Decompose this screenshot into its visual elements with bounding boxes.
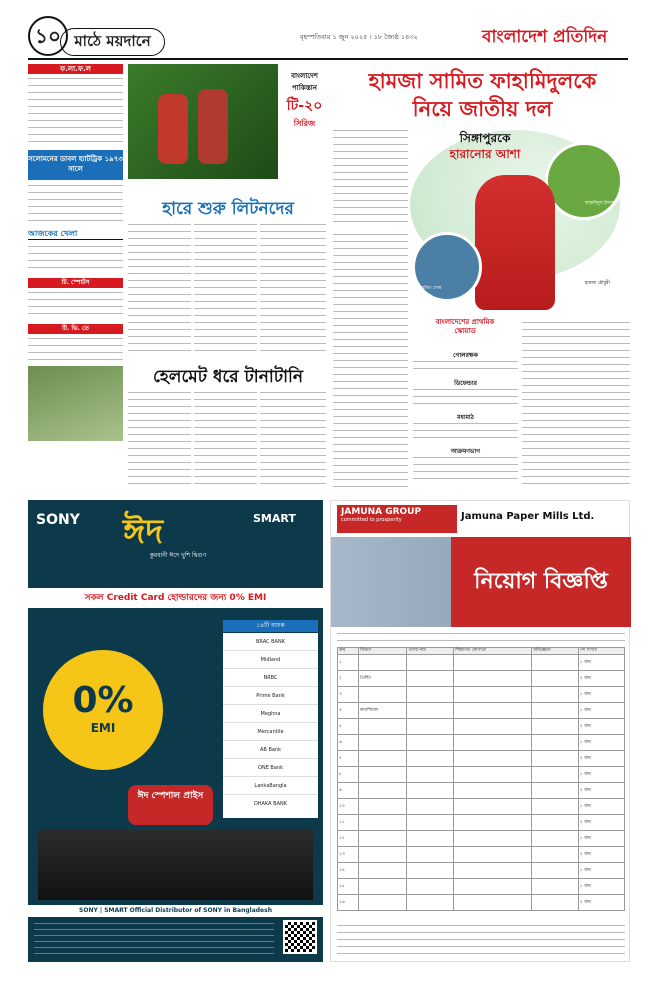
table-cell xyxy=(407,719,454,735)
table-cell xyxy=(407,815,454,831)
table-cell xyxy=(407,703,454,719)
table-cell: ১৪ xyxy=(338,863,359,879)
table-cell xyxy=(359,895,407,911)
table-header: অভিজ্ঞতা xyxy=(532,648,579,655)
table-cell xyxy=(359,831,407,847)
player-figure xyxy=(198,89,228,164)
table-cell: ৬ xyxy=(338,735,359,751)
table-cell xyxy=(532,719,579,735)
bank-logo: Mercantile xyxy=(223,723,318,741)
player-figure xyxy=(475,175,555,310)
table-row xyxy=(338,895,625,911)
cricket-photo xyxy=(28,366,123,441)
table-cell xyxy=(532,751,579,767)
table-row xyxy=(338,655,625,671)
table-row xyxy=(338,863,625,879)
table-cell xyxy=(532,895,579,911)
table-cell xyxy=(532,655,579,671)
table-cell: ২ xyxy=(338,671,359,687)
squad-fwd: আক্রমণভাগ xyxy=(450,448,481,455)
squad-list xyxy=(413,455,518,485)
bank-logo: DHAKA BANK xyxy=(253,801,288,807)
table-row xyxy=(338,767,625,783)
article-column xyxy=(260,390,326,490)
table-header: ক্রম xyxy=(338,648,359,655)
bank-logo: LankaBangla xyxy=(223,777,318,795)
table-row xyxy=(338,831,625,847)
table-cell: প্রিন্টিং xyxy=(359,671,407,687)
table-cell xyxy=(454,767,532,783)
bank-logo: BRAC BANK xyxy=(223,633,318,651)
table-cell xyxy=(407,799,454,815)
emi-badge xyxy=(43,650,163,770)
litton-headline: হারে শুরু লিটনদের xyxy=(162,199,294,219)
qr-code xyxy=(283,920,317,954)
main-article-column xyxy=(333,128,408,228)
table-cell xyxy=(359,751,407,767)
player-figure xyxy=(158,94,188,164)
table-cell: ৩ xyxy=(338,687,359,703)
table-cell: ১৫ xyxy=(338,879,359,895)
table-cell: ২ জন xyxy=(578,783,624,799)
squad-def: ডিফেন্ডার xyxy=(454,380,477,387)
table-cell xyxy=(532,799,579,815)
sony-logo: SONY xyxy=(36,512,80,528)
table-cell xyxy=(532,879,579,895)
table-cell xyxy=(407,735,454,751)
sony-advert xyxy=(28,500,323,962)
squad-list xyxy=(413,359,518,375)
table-cell: ৫ xyxy=(338,719,359,735)
sports-title: টি. স্পোর্টস xyxy=(28,278,123,288)
table-header: বিভাগ xyxy=(359,648,407,655)
table-header: পদ সংখ্যা xyxy=(578,648,624,655)
table-cell xyxy=(532,671,579,687)
table-cell: ৯ xyxy=(338,783,359,799)
photo-caption xyxy=(128,183,328,191)
sports-text xyxy=(28,290,123,320)
table-row xyxy=(338,783,625,799)
table-cell: ১ জন xyxy=(578,735,624,751)
table-cell: ১৩ xyxy=(338,847,359,863)
table-row xyxy=(338,815,625,831)
table-cell xyxy=(532,831,579,847)
today-text xyxy=(28,244,123,274)
table-cell xyxy=(454,863,532,879)
notice-intro xyxy=(337,631,625,645)
bank-logo: AB Bank xyxy=(223,741,318,759)
series-label: বাংলাদেশ xyxy=(291,72,318,80)
table-cell xyxy=(532,847,579,863)
emi-label: EMI xyxy=(90,721,116,735)
eid-special-badge: ঈদ স্পেশাল প্রাইস xyxy=(128,785,213,825)
main-article-column xyxy=(333,232,408,487)
table-cell: ২ জন xyxy=(578,671,624,687)
today-title: আজকের খেলা xyxy=(28,228,123,240)
article-column xyxy=(194,390,257,490)
player-portrait xyxy=(545,142,623,220)
table-cell xyxy=(532,815,579,831)
table-cell xyxy=(359,735,407,751)
article-column xyxy=(194,222,257,357)
table-cell xyxy=(407,655,454,671)
eid-subtitle: কুরবানী ঈদে খুশি দ্বিগুণ xyxy=(149,552,207,559)
table-cell xyxy=(532,735,579,751)
notice-footer xyxy=(337,923,625,959)
table-cell xyxy=(359,719,407,735)
table-cell xyxy=(454,815,532,831)
table-cell xyxy=(454,831,532,847)
table-row xyxy=(338,799,625,815)
table-cell: ৮ xyxy=(338,767,359,783)
series-label: পাকিস্তান xyxy=(292,84,317,92)
table-row xyxy=(338,719,625,735)
article-column xyxy=(128,222,191,357)
tv-text xyxy=(28,336,123,360)
article-column xyxy=(260,222,326,357)
table-cell xyxy=(359,847,407,863)
squad-title: বাংলাদেশের প্রাথমিক স্কোয়াড xyxy=(435,318,495,335)
table-cell: ১ জন xyxy=(578,687,624,703)
table-cell xyxy=(532,767,579,783)
fact-text xyxy=(28,76,123,146)
table-cell: ১২ xyxy=(338,831,359,847)
table-cell xyxy=(532,863,579,879)
banks-title: ১৪টি ব্যাংক xyxy=(223,620,318,632)
table-cell: ৭ xyxy=(338,751,359,767)
table-cell xyxy=(359,799,407,815)
table-cell xyxy=(407,895,454,911)
table-cell xyxy=(407,751,454,767)
table-cell xyxy=(454,895,532,911)
issue-date: বৃহস্পতিবার ১ জুন ২০২৫ । ১৮ জ্যৈষ্ঠ ১৪৩২ xyxy=(300,33,418,41)
smart-logo: SMART xyxy=(253,512,296,525)
table-cell xyxy=(359,879,407,895)
singapore-line1: সিঙ্গাপুরকে xyxy=(459,131,511,145)
series-badge xyxy=(282,70,327,180)
table-row xyxy=(338,671,625,687)
table-cell: ১ জন xyxy=(578,655,624,671)
emi-value: 0% xyxy=(72,680,134,721)
table-row xyxy=(338,735,625,751)
fact-title: ফ.লা.ফ.ল xyxy=(28,64,123,74)
table-header: পদের নাম xyxy=(407,648,454,655)
table-cell xyxy=(454,799,532,815)
squad-mid: মধ্যমাঠ xyxy=(457,414,474,421)
main-headline-line1: হামজা সামিত ফাহামিদুলকে xyxy=(368,69,597,93)
bank-logo: NRBC xyxy=(223,669,318,687)
table-cell xyxy=(407,879,454,895)
table-cell xyxy=(407,863,454,879)
squad-list xyxy=(413,387,518,409)
table-cell xyxy=(454,783,532,799)
table-cell xyxy=(454,847,532,863)
table-cell xyxy=(454,879,532,895)
main-article-column xyxy=(522,320,630,488)
team-photo xyxy=(128,64,278,179)
jamuna-group: JAMUNA GROUP xyxy=(341,507,422,517)
tv-title: টি. ভি. তে xyxy=(28,324,123,334)
bank-logo: Prime Bank xyxy=(223,687,318,705)
table-cell xyxy=(454,671,532,687)
table-cell: কমার্শিয়াল xyxy=(359,703,407,719)
vacancy-table xyxy=(337,647,625,911)
table-cell xyxy=(359,687,407,703)
section-name: মাঠে ময়দানে xyxy=(60,28,165,56)
table-cell xyxy=(407,767,454,783)
table-header: শিক্ষাগত যোগ্যতা xyxy=(454,648,532,655)
table-cell: ২ জন xyxy=(578,847,624,863)
table-cell xyxy=(454,655,532,671)
table-cell xyxy=(359,767,407,783)
showroom-list xyxy=(34,920,274,958)
table-cell: ১ জন xyxy=(578,767,624,783)
table-cell xyxy=(532,783,579,799)
eid-title: ঈদ xyxy=(123,512,164,552)
distributor-line: SONY | SMART Official Distributor of SONY in Bangladesh xyxy=(28,905,323,917)
series-label: সিরিজ xyxy=(293,119,316,128)
table-cell xyxy=(407,847,454,863)
bank-logo: Meghna xyxy=(223,705,318,723)
helmet-headline: হেলমেট ধরে টানাটানি xyxy=(152,367,304,387)
jamuna-tagline: committed to prosperity xyxy=(341,517,402,523)
table-cell xyxy=(454,735,532,751)
photo-caption xyxy=(28,442,123,454)
table-cell: ১ xyxy=(338,655,359,671)
table-cell xyxy=(532,687,579,703)
table-cell: ১ জন xyxy=(578,879,624,895)
table-row xyxy=(338,847,625,863)
table-cell xyxy=(359,863,407,879)
table-cell: ১ জন xyxy=(578,863,624,879)
table-cell xyxy=(454,687,532,703)
record-headline: সলোমনের ডাবল হ্যাটট্রিক ১৯৭৩ সালে xyxy=(28,150,123,180)
table-row xyxy=(338,687,625,703)
table-cell xyxy=(407,671,454,687)
table-cell: ১ জন xyxy=(578,703,624,719)
player-caption: সামিত সোম xyxy=(420,286,442,291)
header-divider xyxy=(28,58,628,60)
table-cell: ১১ xyxy=(338,815,359,831)
table-cell xyxy=(359,815,407,831)
bank-logo: ONE Bank xyxy=(223,759,318,777)
bank-list xyxy=(223,633,318,818)
main-headline-line2: নিয়ে জাতীয় দল xyxy=(412,97,553,121)
table-cell xyxy=(407,831,454,847)
table-cell xyxy=(454,719,532,735)
bank-logo: Midland xyxy=(223,651,318,669)
table-cell xyxy=(454,703,532,719)
table-cell: ১ জন xyxy=(578,799,624,815)
table-cell xyxy=(359,655,407,671)
page-number: ১০ xyxy=(28,16,68,56)
credit-card-banner: সকল Credit Card হোল্ডারদের জন্য 0% EMI xyxy=(28,588,323,608)
series-label: টি-২০ xyxy=(286,98,323,114)
company-name: Jamuna Paper Mills Ltd. xyxy=(461,511,595,522)
table-cell: ২ জন xyxy=(578,815,624,831)
singapore-line2: হারানোর আশা xyxy=(449,147,521,161)
squad-gk: গোলরক্ষক xyxy=(453,352,478,359)
table-cell xyxy=(407,687,454,703)
masthead-logo: বাংলাদেশ প্রতিদিন xyxy=(482,27,608,47)
table-cell xyxy=(532,703,579,719)
table-row xyxy=(338,703,625,719)
table-cell: ২ জন xyxy=(578,719,624,735)
jamuna-logo xyxy=(337,505,457,533)
squad-list xyxy=(413,421,518,443)
article-column xyxy=(128,390,191,490)
table-cell xyxy=(359,783,407,799)
recruitment-notice-title: নিয়োগ বিজ্ঞপ্তি xyxy=(451,537,631,627)
table-row xyxy=(338,879,625,895)
player-caption: ফাহামিদুল ইসলাম xyxy=(585,201,617,206)
record-text xyxy=(28,183,123,223)
table-cell: ৪ xyxy=(338,703,359,719)
player-caption: হামজা চৌধুরী xyxy=(585,281,610,286)
product-lineup xyxy=(38,830,313,900)
table-cell: ২ জন xyxy=(578,895,624,911)
table-cell: ১০ xyxy=(338,799,359,815)
table-cell: ১ জন xyxy=(578,831,624,847)
table-header-row xyxy=(338,648,625,655)
table-cell: ১৬ xyxy=(338,895,359,911)
table-cell xyxy=(407,783,454,799)
table-row xyxy=(338,751,625,767)
jamuna-advert xyxy=(330,500,630,962)
table-cell xyxy=(454,751,532,767)
table-cell: ২ জন xyxy=(578,751,624,767)
